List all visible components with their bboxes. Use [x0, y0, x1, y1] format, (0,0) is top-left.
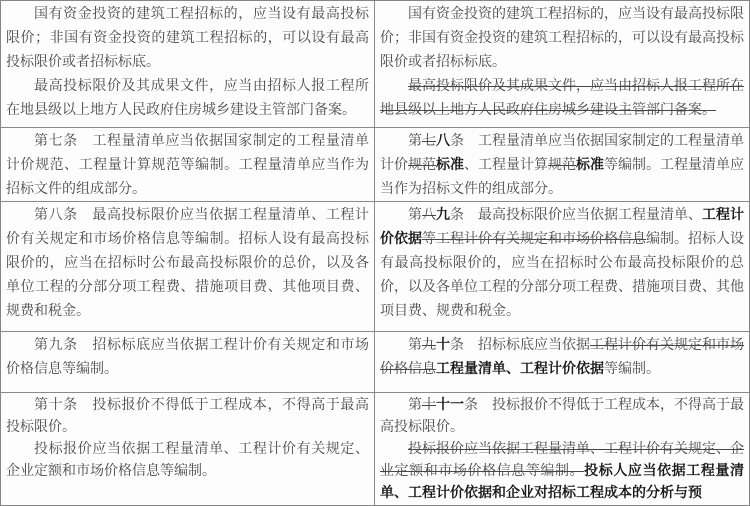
table-row	[1, 202, 749, 332]
paragraph	[380, 130, 744, 201]
text-run-normal: 等编制。工程量清单应当作为招标文件的组成部分。	[380, 158, 744, 197]
text-run-normal: 、工程量计算	[464, 158, 548, 173]
text-run-normal: 编制。招标人设有最高投标限价的，应当在招标时公布最高投标限价的总价，以及各单位工程的分部分项工程费、措施项目费、其他项目费、规费和税金。	[380, 232, 744, 319]
text-run-inserted: 工程量清单、工程计价依据	[436, 362, 604, 377]
cell-original-row2	[1, 128, 375, 201]
paragraph	[6, 75, 369, 123]
text-run-inserted: 投标人应当依据工程量清单、工程计价依据和企业对招标工程成本的分析与预	[380, 464, 745, 501]
table-row	[1, 393, 749, 505]
paragraph	[380, 439, 744, 505]
table-row	[1, 128, 749, 202]
paragraph	[6, 3, 369, 75]
paragraph	[380, 75, 744, 123]
cell-revised-row2	[375, 128, 749, 201]
text-run-normal: 国有资金投资的建筑工程招标的，应当设有最高投标限价；非国有资金投资的建筑工程招标的，可以设有最高投标限价或者招标标底。	[6, 7, 369, 70]
text-run-inserted: 标准	[576, 158, 604, 173]
text-run-deleted: 九	[422, 338, 436, 353]
cell-original-row5	[1, 393, 375, 505]
table-row	[1, 332, 749, 393]
text-run-normal: 第	[408, 338, 422, 353]
text-run-normal: 第八条 最高投标限价应当依据工程量清单、工程计价有关规定和市场价格信息等编制。招标人设有最高投标限价的，应当在招标时公布最高投标限价的总价，以及各单位工程的分部分项工程费、措施项目费、其他项目费、规费和税金。	[6, 208, 369, 319]
text-run-normal: 条 招标标底应当依据	[450, 338, 590, 353]
text-run-normal: 最高投标限价及其成果文件，应当由招标人报工程所在地县级以上地方人民政府住房城乡建设主管部门备案。	[6, 79, 369, 118]
paragraph	[380, 395, 744, 439]
paragraph	[6, 130, 369, 201]
text-run-inserted: 十一	[436, 398, 464, 413]
cell-revised-row3	[375, 202, 749, 331]
text-run-inserted: 八	[436, 134, 450, 149]
text-run-deleted: 投标报价应当依据工程量清单、工程计价有关规定、企业定额和市场价格信息等编制。	[380, 442, 744, 479]
cell-revised-row5	[375, 393, 749, 505]
paragraph	[6, 334, 369, 382]
text-run-inserted: 九	[436, 208, 450, 223]
text-run-normal: 第十条 投标报价不得低于工程成本，不得高于最高投标限价。	[6, 398, 369, 435]
cell-original-row3	[1, 202, 375, 331]
text-run-deleted: 等工程计价有关规定和市场价格信息	[422, 232, 646, 247]
text-run-normal: 第	[408, 134, 422, 149]
paragraph	[380, 3, 744, 75]
cell-original-row4	[1, 332, 375, 392]
text-run-inserted: 工程计价依据	[380, 208, 744, 247]
text-run-normal: 国有资金投资的建筑工程招标的，应当设有最高投标限价；非国有资金投资的建筑工程招标的，可以设有最高投标限价或者招标标底。	[380, 7, 744, 70]
table-row	[1, 1, 749, 128]
cell-revised-row4	[375, 332, 749, 392]
cell-original-row1	[1, 1, 375, 127]
paragraph	[6, 204, 369, 324]
text-run-deleted: 最高投标限价及其成果文件，应当由招标人报工程所在地县级以上地方人民政府住房城乡建设主管部门备案。	[380, 79, 744, 118]
text-run-deleted: 八	[422, 208, 436, 223]
text-run-deleted: 工程计价有关规定和市场价格信息	[380, 338, 744, 377]
text-run-deleted: 规范	[548, 158, 576, 173]
text-run-normal: 投标报价应当依据工程量清单、工程计价有关规定、企业定额和市场价格信息等编制。	[6, 442, 369, 479]
text-run-normal: 条 投标报价不得低于工程成本，不得高于最高投标限价。	[380, 398, 744, 435]
text-run-normal: 等编制。	[604, 362, 660, 377]
paragraph	[6, 439, 369, 483]
text-run-normal: 第七条 工程量清单应当依据国家制定的工程量清单计价规范、工程量计算规范等编制。工程量清单应当作为招标文件的组成部分。	[6, 134, 369, 197]
text-run-normal: 条 最高投标限价应当依据工程量清单、	[450, 208, 702, 223]
text-run-normal: 条 工程量清单应当依据国家制定的工程量清单计价	[380, 134, 744, 173]
paragraph	[6, 395, 369, 439]
text-run-deleted: 十	[422, 398, 436, 413]
paragraph	[380, 334, 744, 382]
text-run-normal: 第	[408, 398, 422, 413]
text-run-normal: 第九条 招标标底应当依据工程计价有关规定和市场价格信息等编制。	[6, 338, 369, 377]
text-run-deleted: 七	[422, 134, 436, 149]
text-run-inserted: 标准	[436, 158, 464, 173]
paragraph	[380, 204, 744, 324]
cell-revised-row1	[375, 1, 749, 127]
text-run-inserted: 十	[436, 338, 450, 353]
text-run-normal: 第	[408, 208, 422, 223]
text-run-deleted: 规范	[408, 158, 436, 173]
